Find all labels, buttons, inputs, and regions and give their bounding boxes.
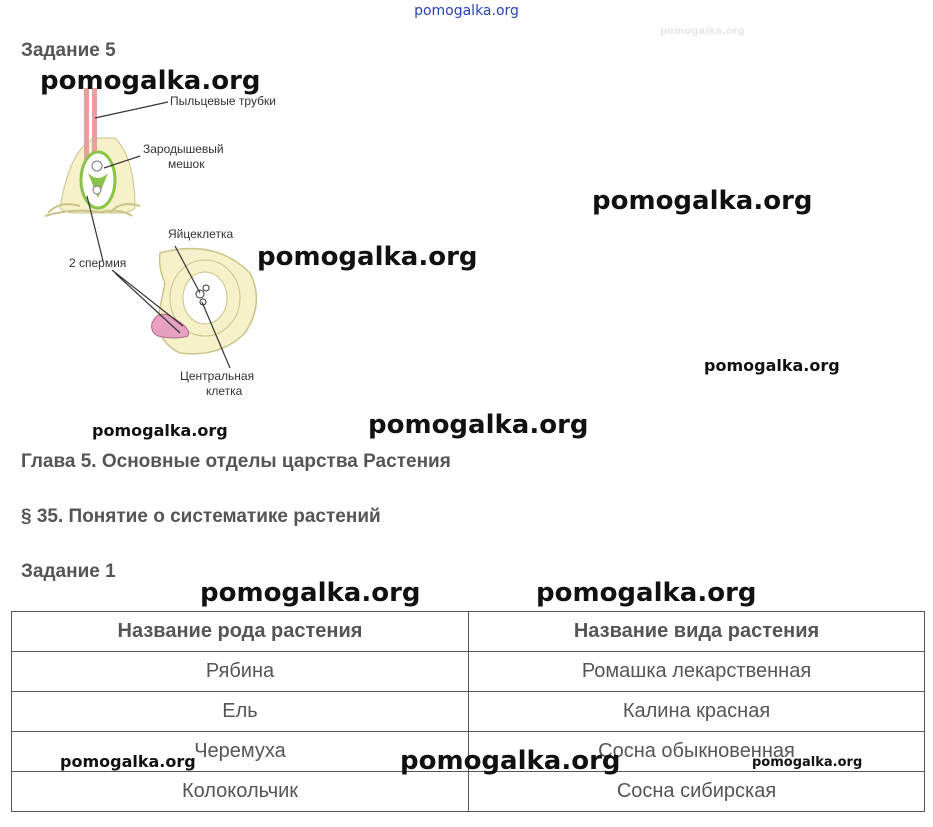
watermark: pomogalka.org: [257, 242, 478, 272]
task5-title: Задание 5: [21, 40, 116, 61]
watermark: pomogalka.org: [536, 578, 757, 608]
watermark: pomogalka.org: [660, 26, 745, 37]
table-row: [12, 652, 925, 692]
watermark: pomogalka.org: [704, 356, 840, 375]
table-row: [12, 772, 925, 812]
species-table: [11, 611, 925, 812]
task1-title: Задание 1: [21, 561, 116, 582]
species-cell: Сосна сибирская: [469, 772, 925, 812]
label-two-sperm: 2 спермия: [69, 256, 127, 270]
genus-cell: Колокольчик: [12, 772, 469, 812]
label-pollen-tubes: Пыльцевые трубки: [170, 94, 276, 108]
label-embryo-sac-line1: Зародышевый: [143, 142, 224, 156]
watermark: pomogalka.org: [752, 755, 863, 770]
label-embryo-sac-line2: мешок: [168, 157, 205, 171]
watermark: pomogalka.org: [92, 421, 228, 440]
table-header-row: [12, 612, 925, 652]
header-watermark: pomogalka.org: [414, 3, 519, 19]
watermark: pomogalka.org: [200, 578, 421, 608]
watermark: pomogalka.org: [60, 752, 196, 771]
label-central-cell-line2: клетка: [206, 384, 243, 398]
label-egg-cell: Яйцеклетка: [168, 227, 234, 241]
genus-cell: Ель: [12, 692, 469, 732]
species-cell: Ромашка лекарственная: [469, 652, 925, 692]
watermark: pomogalka.org: [368, 410, 589, 440]
species-cell: Сосна обыкновенная: [469, 732, 925, 772]
species-cell: Калина красная: [469, 692, 925, 732]
genus-cell: Черемуха: [12, 732, 469, 772]
section-title: § 35. Понятие о систематике растений: [21, 506, 381, 527]
header-genus: Название рода растения: [12, 612, 469, 652]
table-row: [12, 692, 925, 732]
label-central-cell-line1: Центральная: [180, 369, 255, 383]
watermark: pomogalka.org: [592, 186, 813, 216]
genus-cell: Рябина: [12, 652, 469, 692]
watermark: pomogalka.org: [40, 66, 261, 96]
header-species: Название вида растения: [469, 612, 925, 652]
watermark: pomogalka.org: [400, 746, 621, 776]
chapter-title: Глава 5. Основные отделы царства Растения: [21, 451, 451, 472]
